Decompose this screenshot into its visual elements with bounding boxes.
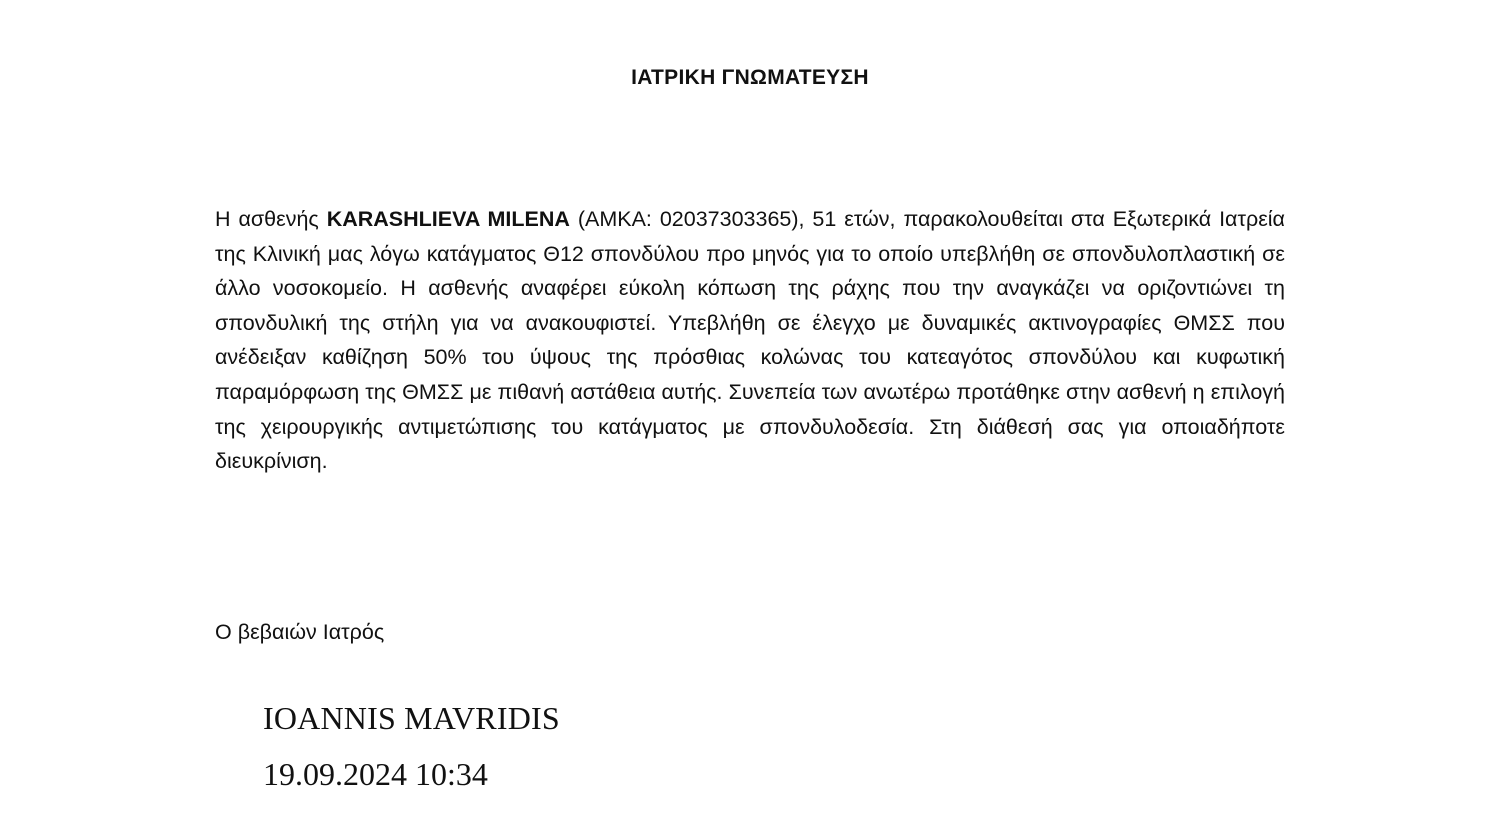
signature-datetime: 19.09.2024 10:34 <box>263 756 488 792</box>
signer-label: Ο βεβαιών Ιατρός <box>215 620 385 644</box>
document-body <box>215 202 1285 479</box>
body-intro: Η ασθενής <box>215 207 327 231</box>
document-title: ΙΑΤΡΙΚΗ ΓΝΩΜΑΤΕΥΣΗ <box>631 66 869 89</box>
body-text: (ΑΜΚΑ: 02037303365), 51 ετών, παρακολουθείται στα Εξωτερικά Ιατρεία της Κλινική μας λόγω κατάγματος Θ12 σπονδύλου προ μηνός για το οποίο υπεβλήθη σε σπονδυλοπλαστική σε άλλο νοσοκομείο. Η ασθενής αναφέρει εύκολη κόπωση της ράχης που την αναγκάζει να οριζοντιώνει τη σπονδυλική της στήλη για να ανακουφιστεί. Υπεβλήθη σε έλεγχο με δυναμικές ακτινογραφίες ΘΜΣΣ που ανέδειξαν καθίζηση 50% του ύψους της πρόσθιας κολώνας του κατεαγότος σπονδύλου και κυφωτική παραμόρφωση της ΘΜΣΣ με πιθανή αστάθεια αυτής. Συνεπεία των ανωτέρω προτάθηκε στην ασθενή η επιλογή της χειρουργικής αντιμετώπισης του κατάγματος με σπονδυλοδεσία. Στη διάθεσή σας για οποιαδήποτε διευκρίνιση. <box>215 207 1285 474</box>
patient-name: KARASHLIEVA MILENA <box>326 207 570 231</box>
signature-name: IOANNIS MAVRIDIS <box>263 700 560 736</box>
